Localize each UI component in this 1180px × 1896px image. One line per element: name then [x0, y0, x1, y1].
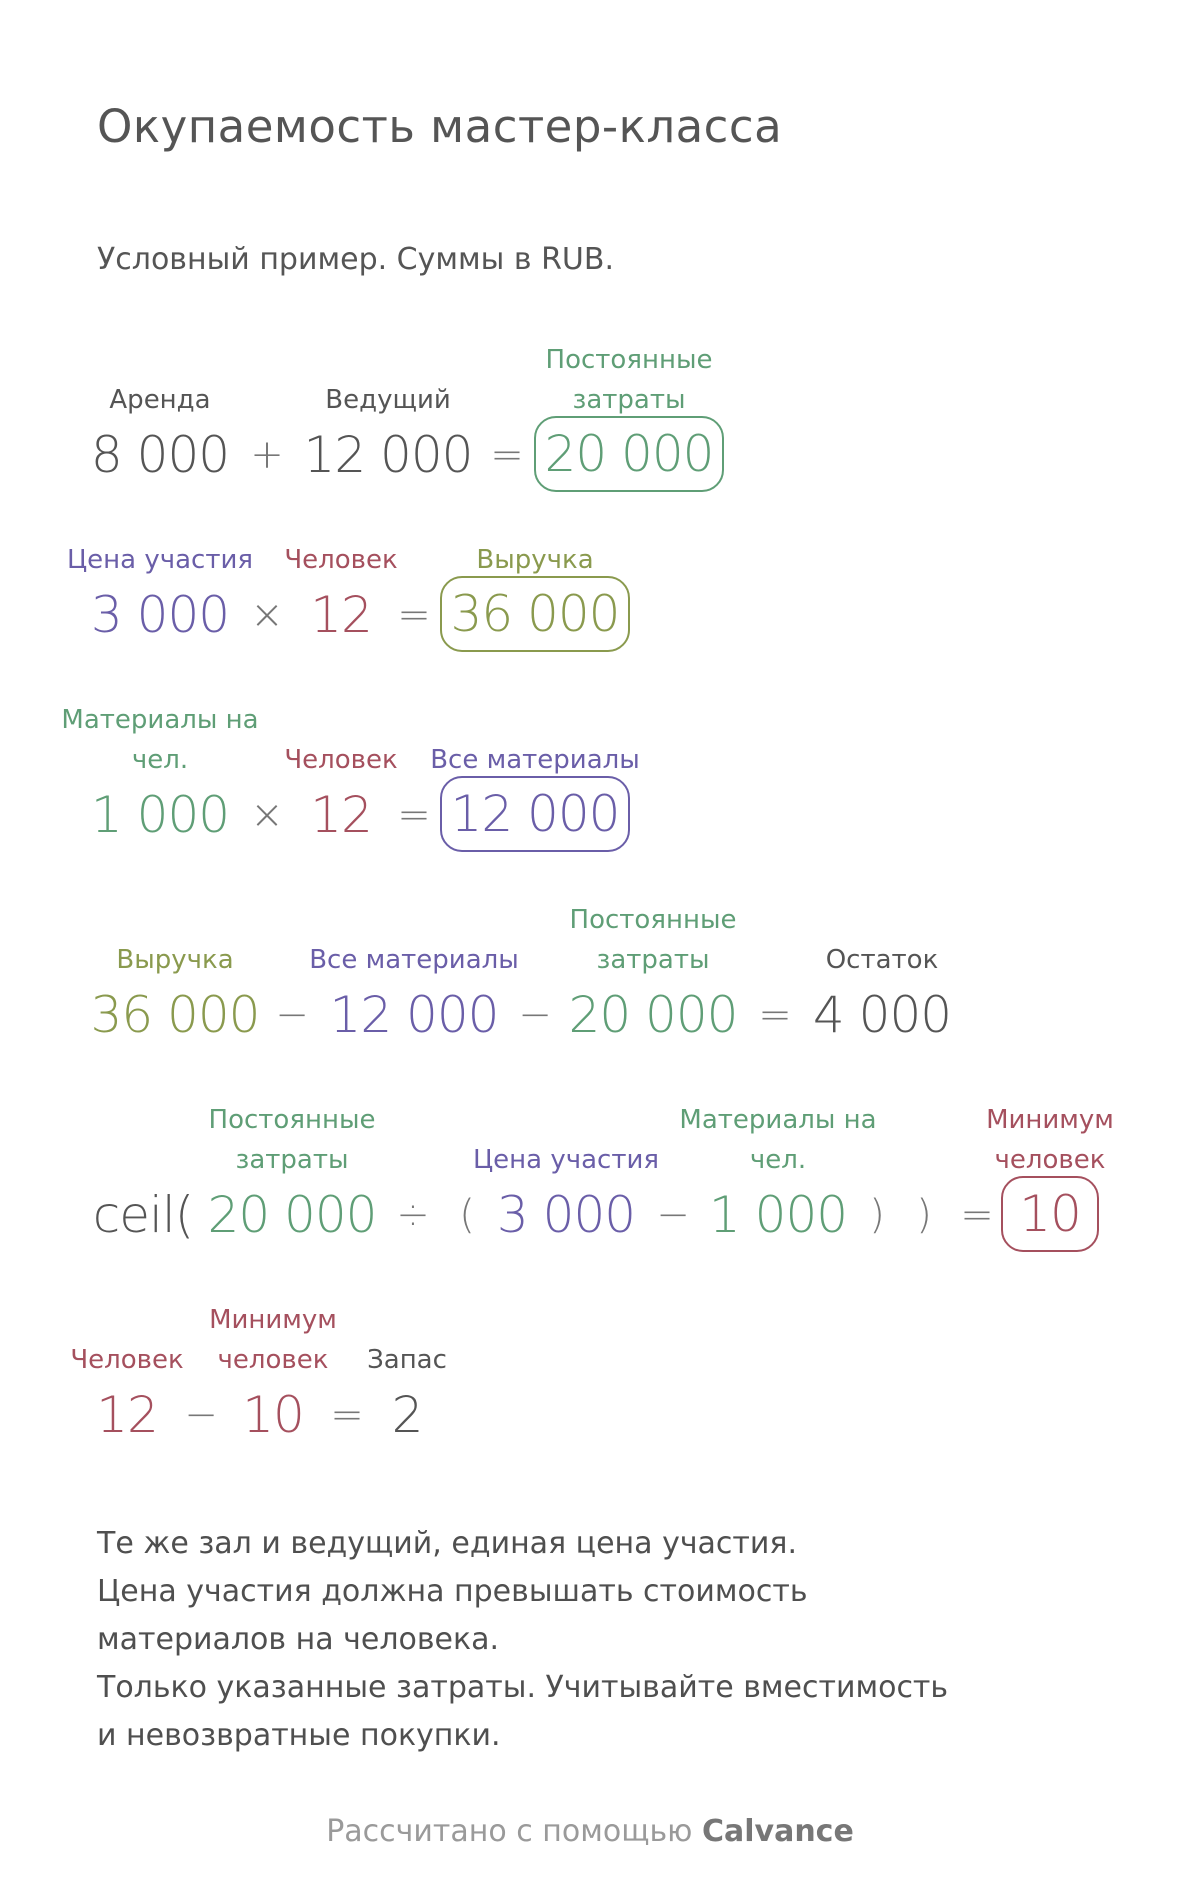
equals-operator: =	[330, 1392, 364, 1438]
note-line: и невозвратные покупки.	[97, 1718, 501, 1753]
note-line: Только указанные затраты. Учитывайте вместимость	[97, 1670, 949, 1705]
minus-operator: −	[275, 992, 309, 1038]
plus-operator: +	[250, 432, 284, 478]
equals-operator: =	[397, 792, 431, 838]
fixed-costs-value: 20 000	[207, 1186, 377, 1244]
reserve-value: 2	[391, 1386, 423, 1444]
equals-operator: =	[758, 992, 792, 1038]
materials-per-person-value: 1 000	[90, 786, 230, 844]
materials-per-person-value: 1 000	[708, 1186, 848, 1244]
revenue-label: Выручка	[116, 945, 234, 975]
people-label: Человек	[70, 1345, 184, 1375]
revenue-result: 36 000	[440, 576, 630, 652]
people-label: Человек	[284, 745, 398, 775]
minimum-people-label-1: Минимум	[986, 1105, 1114, 1135]
minimum-people-result: 10	[1001, 1176, 1099, 1252]
note-line: Те же зал и ведущий, единая цена участия.	[97, 1526, 797, 1561]
minus-operator: −	[184, 1392, 218, 1438]
page-subtitle: Условный пример. Суммы в RUB.	[97, 242, 615, 277]
all-materials-label: Все материалы	[309, 945, 519, 975]
ceil-function: ceil(	[92, 1186, 194, 1244]
materials-per-person-label-2: чел.	[749, 1145, 807, 1175]
minimum-people-label-2: человек	[217, 1345, 329, 1375]
fixed-costs-label-1: Постоянные	[208, 1105, 376, 1135]
host-value: 12 000	[303, 426, 473, 484]
people-label: Человек	[284, 545, 398, 575]
equals-operator: =	[490, 432, 524, 478]
reserve-label: Запас	[367, 1345, 447, 1375]
fixed-costs-label-2: затраты	[572, 385, 686, 415]
open-paren: (	[459, 1192, 475, 1238]
minus-operator: −	[656, 1192, 690, 1238]
remainder-label: Остаток	[825, 945, 939, 975]
price-value: 3 000	[496, 1186, 636, 1244]
price-label: Цена участия	[472, 1145, 660, 1175]
equals-operator: =	[397, 592, 431, 638]
materials-per-person-label-1: Материалы на	[679, 1105, 877, 1135]
remainder-value: 4 000	[812, 986, 952, 1044]
fixed-costs-result: 20 000	[534, 416, 724, 492]
minimum-people-value: 10	[242, 1386, 304, 1444]
equals-operator: =	[960, 1192, 994, 1238]
all-materials-label: Все материалы	[430, 745, 640, 775]
minimum-people-label-1: Минимум	[209, 1305, 337, 1335]
fixed-costs-label-2: затраты	[596, 945, 710, 975]
page-title: Окупаемость мастер-класса	[97, 100, 783, 153]
note-line: Цена участия должна превышать стоимость	[97, 1574, 808, 1609]
times-operator: ×	[250, 592, 284, 638]
people-value: 12	[310, 786, 372, 844]
minus-operator: −	[518, 992, 552, 1038]
divide-operator: ÷	[396, 1192, 430, 1238]
people-value: 12	[310, 586, 372, 644]
revenue-value: 36 000	[90, 986, 260, 1044]
materials-per-person-label-1: Материалы на	[61, 705, 259, 735]
close-paren: )	[916, 1192, 932, 1238]
price-label: Цена участия	[66, 545, 254, 575]
fixed-costs-label-2: затраты	[235, 1145, 349, 1175]
notes	[97, 1520, 1097, 1760]
all-materials-result: 12 000	[440, 776, 630, 852]
fixed-costs-label-1: Постоянные	[545, 345, 713, 375]
rent-label: Аренда	[109, 385, 211, 415]
fixed-costs-value: 20 000	[568, 986, 738, 1044]
fixed-costs-label-1: Постоянные	[569, 905, 737, 935]
times-operator: ×	[250, 792, 284, 838]
materials-per-person-label-2: чел.	[131, 745, 189, 775]
people-value: 12	[96, 1386, 158, 1444]
rent-value: 8 000	[90, 426, 230, 484]
footer-text: Рассчитано с помощью	[326, 1814, 693, 1849]
all-materials-value: 12 000	[329, 986, 499, 1044]
close-paren: )	[869, 1192, 885, 1238]
price-value: 3 000	[90, 586, 230, 644]
note-line: материалов на человека.	[97, 1622, 500, 1657]
revenue-label: Выручка	[476, 545, 594, 575]
minimum-people-label-2: человек	[994, 1145, 1106, 1175]
host-label: Ведущий	[325, 385, 451, 415]
footer	[326, 1814, 854, 1849]
footer-brand-link[interactable]: Calvance	[701, 1814, 854, 1849]
